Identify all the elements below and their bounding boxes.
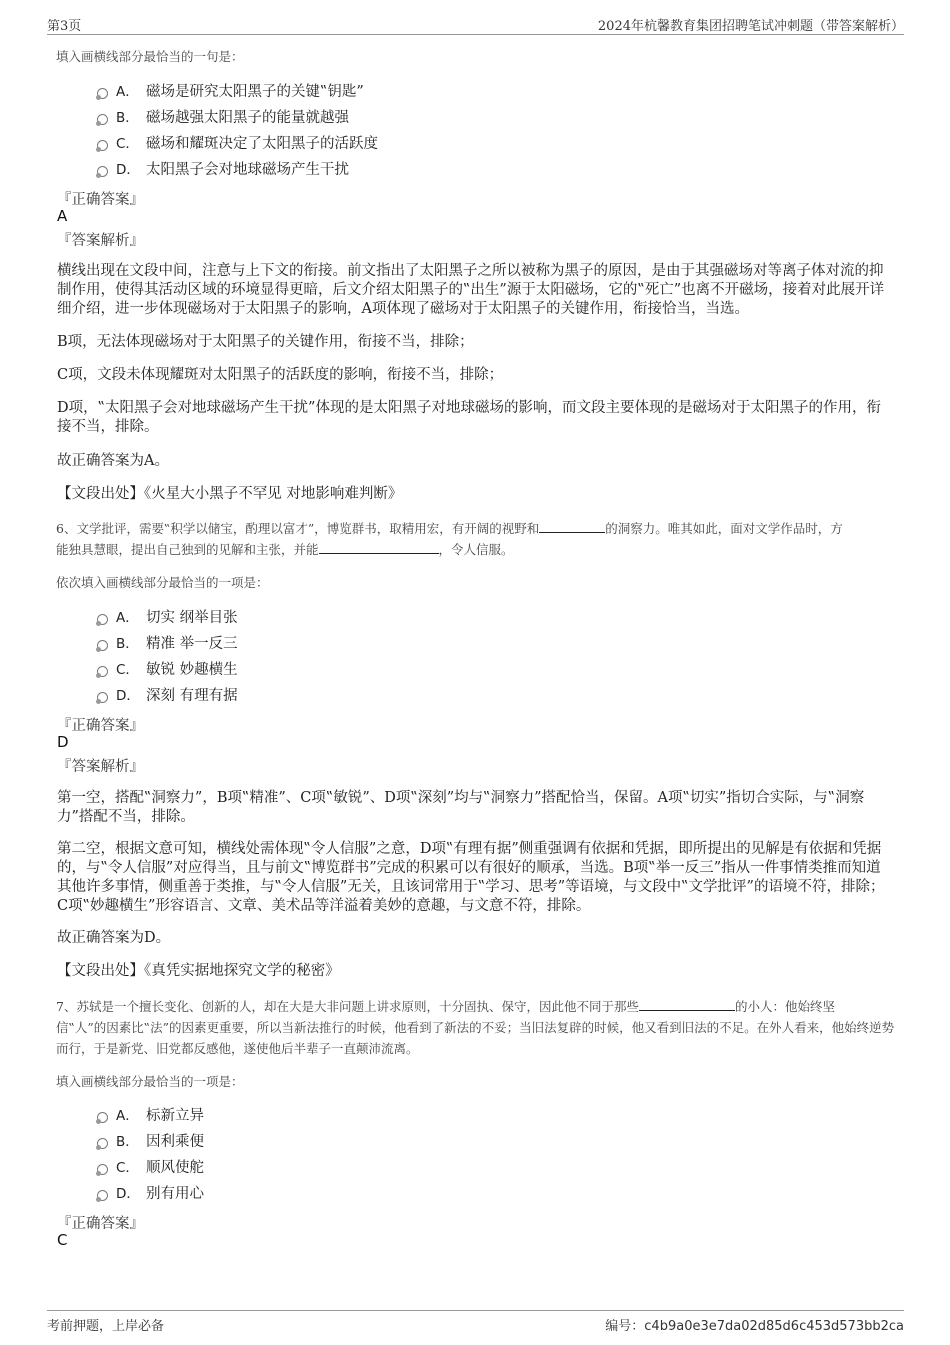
- q5-answer-label: 『正确答案』: [57, 192, 144, 208]
- q5-analysis-p3: C项，文段未体现耀斑对太阳黑子的活跃度的影响，衔接不当，排除；: [57, 367, 504, 383]
- footer-code: 编号：c4b9a0e3e7da02d85d6c453d573bb2ca: [605, 1319, 904, 1334]
- q6-blank-2: [319, 539, 439, 554]
- q6-analysis-label: 『答案解析』: [57, 759, 144, 775]
- q5-analysis-p1: 横线出现在文段中间，注意与上下文的衔接。前文指出了太阳黑子之所以被称为黑子的原因，是由于其强磁场对等离子体对流的抑制作用，使得其活动区域的环境显得更暗，后文介绍太阳黑子的‟出生”源于太阳磁场，它的‟死亡”也离不开磁场，接着对此展开详细介绍，进一步体现磁场对于太阳黑子的影响，A项体现了磁场对于太阳黑子的关键作用，衔接恰当，当选。: [57, 263, 885, 317]
- q5-analysis-label: 『答案解析』: [57, 233, 144, 249]
- q5-analysis-conclusion: 故正确答案为A。: [57, 453, 169, 469]
- radio-icon[interactable]: [97, 692, 108, 703]
- q6-analysis-p2: 第二空，根据文意可知，横线处需体现‟令人信服”之意，D项‟有理有据”侧重强调有依据和凭据，即所提出的见解是有依据和凭据的，与‟令人信服”对应得当，且与前文‟博览群书”完成的积累可以有很好的顺承，当选。B项‟举一反三”指从一件事情类推而知道其他许多事情，侧重善于类推，与‟令人信服”无关，且该词常用于‟学习、思考”等语境，与文段中‟文学批评”的语境不符，排除；C项‟妙趣横生”形容语言、文章、美术品等洋溢着美妙的意趣，与文意不符，排除。: [57, 841, 885, 914]
- q6-answer-label: 『正确答案』: [57, 718, 144, 734]
- radio-icon[interactable]: [97, 1112, 108, 1123]
- q5-analysis-p2: B项，无法体现磁场对于太阳黑子的关键作用，衔接不当，排除；: [57, 334, 474, 350]
- radio-icon[interactable]: [97, 88, 108, 99]
- radio-icon[interactable]: [97, 614, 108, 625]
- radio-icon[interactable]: [97, 666, 108, 677]
- q5-prompt: 填入画横线部分最恰当的一句是：: [56, 49, 244, 64]
- q7-blank-1: [639, 996, 735, 1011]
- q6-answer: D: [57, 733, 69, 751]
- radio-icon[interactable]: [97, 640, 108, 651]
- footer-slogan: 考前押题，上岸必备: [47, 1319, 165, 1334]
- q5-analysis-p4: D项，‟太阳黑子会对地球磁场产生干扰”体现的是太阳黑子对地球磁场的影响，而文段主要体现的是磁场对于太阳黑子的作用，衔接不当，排除。: [57, 400, 881, 435]
- radio-icon[interactable]: [97, 1190, 108, 1201]
- document-title: 2024年杭馨教育集团招聘笔试冲刺题（带答案解析）: [597, 19, 904, 34]
- q6-stem: 6、文学批评，需要‟积学以储宝，酌理以富才”，博览群书，取精用宏，有开阔的视野和 的洞察力。唯其如此，面对文学作品时，方 能独具慧眼，提出自己独到的见解和主张，并能 ，令人信服。: [56, 518, 906, 560]
- page-number: 第3页: [47, 19, 82, 34]
- radio-icon[interactable]: [97, 1164, 108, 1175]
- q6-prompt: 依次填入画横线部分最恰当的一项是：: [56, 575, 269, 590]
- radio-icon[interactable]: [97, 1138, 108, 1149]
- radio-icon[interactable]: [97, 140, 108, 151]
- radio-icon[interactable]: [97, 166, 108, 177]
- q5-source: 【文段出处】《火星大小黑子不罕见 对地影响难判断》: [57, 486, 403, 502]
- q6-analysis-conclusion: 故正确答案为D。: [57, 930, 171, 946]
- q7-stem: 7、苏轼是一个擅长变化、创新的人，却在大是大非问题上讲求原则，十分固执、保守，因此他不同于那些 的小人：他始终坚 信‟人”的因素比‟法”的因素更重要，所以当新法推行的时候，他看到了新法的不妥；当旧法复辟的时候，他又看到旧法的不足。在外人看来，他始终逆势而行，于是新党、旧党都反感他，遂使他后半辈子一直颠沛流离。: [56, 996, 901, 1059]
- q7-answer: C: [57, 1231, 68, 1249]
- q6-analysis-p1: 第一空，搭配‟洞察力”，B项‟精准”、C项‟敏锐”、D项‟深刻”均与‟洞察力”搭配恰当，保留。A项‟切实”指切合实际，与‟洞察力”搭配不当，排除。: [57, 790, 865, 825]
- q7-answer-label: 『正确答案』: [57, 1216, 144, 1232]
- q6-blank-1: [539, 518, 605, 533]
- q6-source: 【文段出处】《真凭实据地探究文学的秘密》: [57, 963, 340, 979]
- page-footer: [47, 1310, 904, 1333]
- q5-answer: A: [57, 207, 68, 225]
- radio-icon[interactable]: [97, 114, 108, 125]
- page-header: [47, 14, 904, 35]
- q7-prompt: 填入画横线部分最恰当的一项是：: [56, 1074, 244, 1089]
